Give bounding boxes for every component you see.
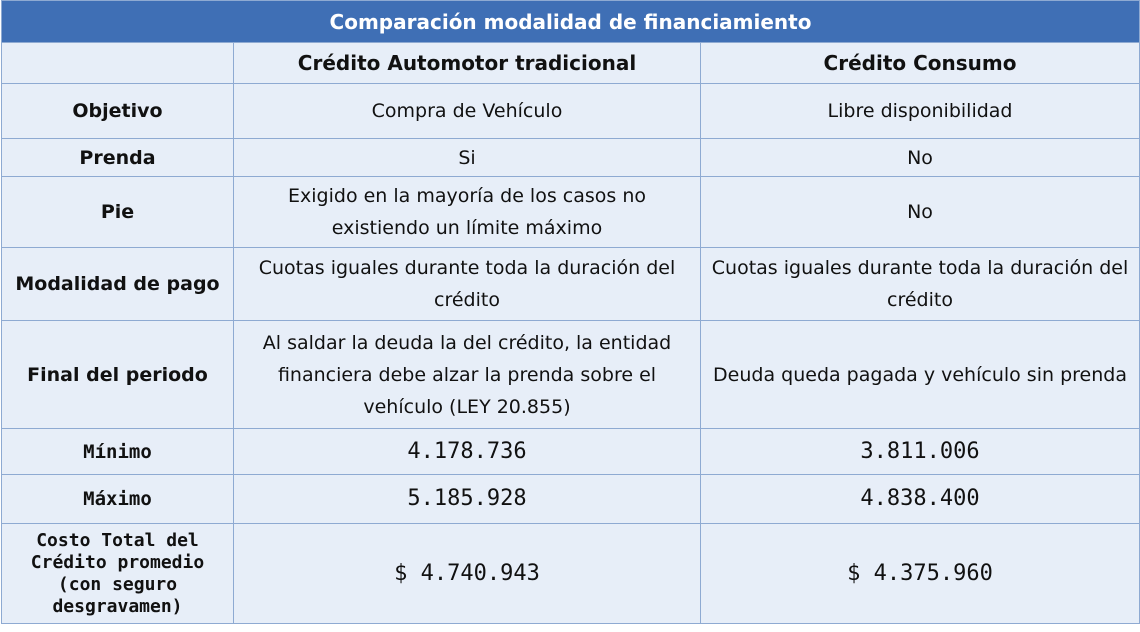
cell-objetivo-consumo: Libre disponibilidad — [701, 84, 1140, 139]
cell-final-consumo: Deuda queda pagada y vehículo sin prenda — [701, 321, 1140, 429]
cell-objetivo-automotor: Compra de Vehículo — [234, 84, 701, 139]
row-minimo — [2, 429, 1140, 475]
cell-prenda-automotor: Si — [234, 139, 701, 177]
row-label-final-periodo: Final del periodo — [2, 321, 234, 429]
table-title: Comparación modalidad de financiamiento — [2, 1, 1140, 43]
row-label-minimo: Mínimo — [2, 429, 234, 475]
cell-pie-consumo: No — [701, 177, 1140, 248]
row-label-maximo: Máximo — [2, 475, 234, 524]
row-label-objetivo: Objetivo — [2, 84, 234, 139]
row-prenda — [2, 139, 1140, 177]
cell-minimo-automotor: 4.178.736 — [234, 429, 701, 475]
row-costo-total — [2, 524, 1140, 624]
row-pie — [2, 177, 1140, 248]
cell-costo-consumo: $ 4.375.960 — [701, 524, 1140, 624]
row-final-periodo — [2, 321, 1140, 429]
row-label-prenda: Prenda — [2, 139, 234, 177]
cell-final-automotor: Al saldar la deuda la del crédito, la entidad financiera debe alzar la prenda sobre el vehículo (LEY 20.855) — [234, 321, 701, 429]
cell-maximo-consumo: 4.838.400 — [701, 475, 1140, 524]
row-maximo — [2, 475, 1140, 524]
header-row — [2, 43, 1140, 84]
cell-minimo-consumo: 3.811.006 — [701, 429, 1140, 475]
header-empty-cell — [2, 43, 234, 84]
comparison-table — [1, 0, 1140, 624]
row-modalidad-pago — [2, 248, 1140, 321]
cell-modalidad-automotor: Cuotas iguales durante toda la duración del crédito — [234, 248, 701, 321]
row-objetivo — [2, 84, 1140, 139]
cell-pie-automotor: Exigido en la mayoría de los casos no existiendo un límite máximo — [234, 177, 701, 248]
cell-costo-automotor: $ 4.740.943 — [234, 524, 701, 624]
row-label-costo-total: Costo Total del Crédito promedio (con seguro desgravamen) — [2, 524, 234, 624]
title-row — [2, 1, 1140, 43]
header-credito-automotor: Crédito Automotor tradicional — [234, 43, 701, 84]
header-credito-consumo: Crédito Consumo — [701, 43, 1140, 84]
cell-modalidad-consumo: Cuotas iguales durante toda la duración del crédito — [701, 248, 1140, 321]
cell-prenda-consumo: No — [701, 139, 1140, 177]
row-label-modalidad-pago: Modalidad de pago — [2, 248, 234, 321]
cell-maximo-automotor: 5.185.928 — [234, 475, 701, 524]
row-label-pie: Pie — [2, 177, 234, 248]
